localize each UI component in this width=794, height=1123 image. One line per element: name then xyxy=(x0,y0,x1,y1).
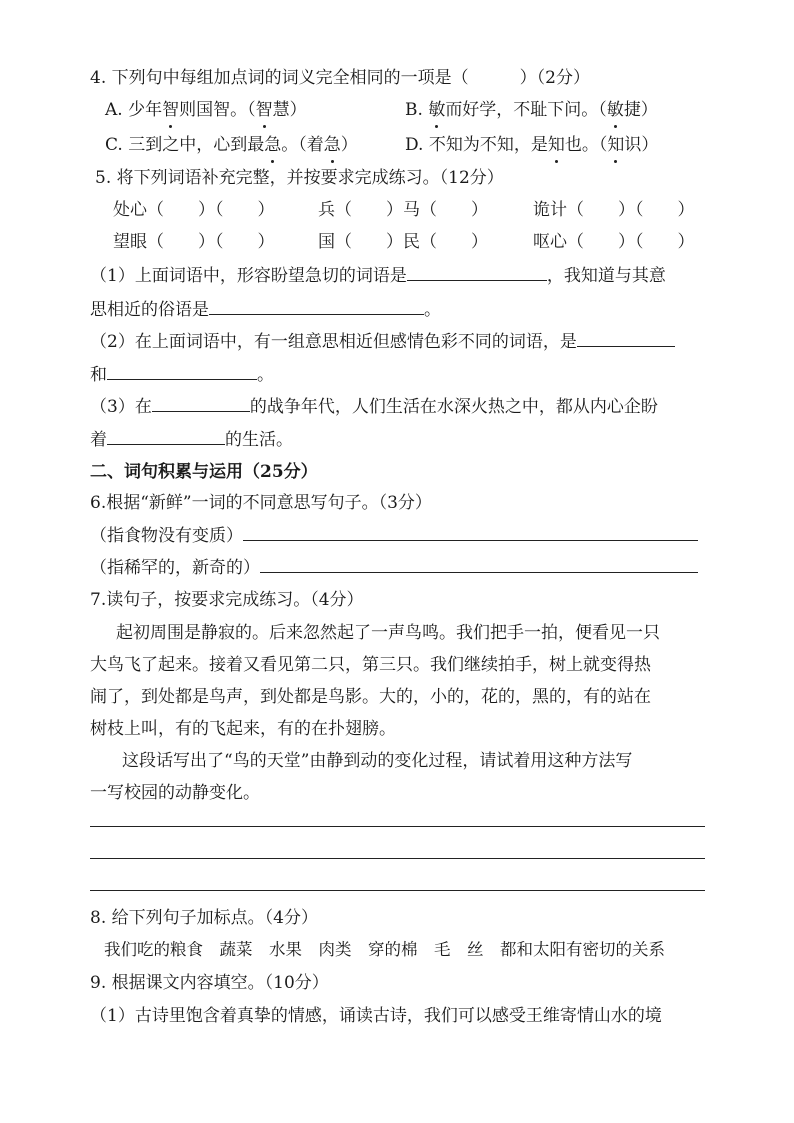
q4-option-c: C. 三到之中，心到最急。（着急） xyxy=(105,135,358,155)
q9-line-1: （1）古诗里饱含着真挚的情感，诵读古诗，我们可以感受王维寄情山水的境 xyxy=(90,1006,662,1026)
q5-sub3-line2: 着 的生活。 xyxy=(90,430,293,450)
answer-blank[interactable] xyxy=(152,395,250,412)
emphasis-dot-char: 知 xyxy=(547,135,565,155)
q5-sub1-line1: （1）上面词语中，形容盼望急切的词语是 ，我知道与其意 xyxy=(90,266,666,286)
q8-stem: 8. 给下列句子加标点。（4分） xyxy=(90,908,318,928)
answer-line[interactable] xyxy=(90,890,705,891)
emphasis-dot-char: 智 xyxy=(255,100,273,120)
q8-sentence: 我们吃的粮食 蔬菜 水果 肉类 穿的棉 毛 丝 都和太阳有密切的关系 xyxy=(104,940,665,959)
answer-blank[interactable] xyxy=(577,330,675,347)
q5-idiom-2-2: 国（ ）民（ ） xyxy=(318,232,488,252)
q7-passage-line: 闹了，到处都是鸟声，到处都是鸟影。大的，小的，花的，黑的，有的站在 xyxy=(90,687,651,707)
emphasis-dot-char: 急 xyxy=(323,135,341,155)
section-heading: 二、词句积累与运用（25分） xyxy=(90,462,318,482)
q5-idiom-2-3: 呕心（ ）（ ） xyxy=(533,232,695,252)
q9-stem: 9. 根据课文内容填空。（10分） xyxy=(90,973,329,993)
answer-blank[interactable] xyxy=(407,264,547,281)
answer-blank[interactable] xyxy=(107,363,257,380)
answer-line[interactable] xyxy=(90,858,705,859)
q7-passage-line: 大鸟飞了起来。接着又看见第二只，第三只。我们继续拍手，树上就变得热 xyxy=(90,655,651,675)
q4-option-b: B. 敏而好学，不耻下问。（敏捷） xyxy=(405,100,658,120)
q5-idiom-1-2: 兵（ ）马（ ） xyxy=(318,200,488,220)
answer-blank[interactable] xyxy=(243,524,698,541)
q5-sub2-line2: 和 。 xyxy=(90,365,274,385)
answer-blank[interactable] xyxy=(209,298,424,315)
emphasis-dot-char: 敏 xyxy=(606,100,624,120)
q7-stem: 7.读句子，按要求完成练习。（4分） xyxy=(90,590,364,610)
q4-stem: 4. 下列句中每组加点词的词义完全相同的一项是（ ）（2分） xyxy=(90,68,590,88)
q5-idiom-1-1: 处心（ ）（ ） xyxy=(113,200,275,220)
q6-line-2: （指稀罕的，新奇的） xyxy=(90,556,698,580)
q7-passage-line: 树枝上叫，有的飞起来，有的在扑翅膀。 xyxy=(90,719,396,739)
emphasis-dot-char: 急 xyxy=(264,135,282,155)
q5-idiom-1-3: 诡计（ ）（ ） xyxy=(533,200,695,220)
emphasis-dot-char: 智 xyxy=(162,100,180,120)
q5-stem: 5. 将下列词语补充完整，并按要求完成练习。（12分） xyxy=(95,168,504,188)
q6-stem: 6.根据“新鲜”一词的不同意思写句子。（3分） xyxy=(90,493,432,513)
q5-idiom-2-1: 望眼（ ）（ ） xyxy=(113,232,275,252)
q6-line-1: （指食物没有变质） xyxy=(90,524,698,548)
emphasis-dot-char: 知 xyxy=(607,135,625,155)
q5-sub3-line1: （3）在 的战争年代，人们生活在水深火热之中，都从内心企盼 xyxy=(90,397,658,417)
emphasis-dot-char: 敏 xyxy=(428,100,446,120)
q7-prompt-line: 一写校园的动静变化。 xyxy=(90,783,260,803)
answer-line[interactable] xyxy=(90,826,705,827)
q7-prompt-line: 这段话写出了“鸟的天堂”由静到动的变化过程，请试着用这种方法写 xyxy=(122,751,633,771)
q5-sub2-line1: （2）在上面词语中，有一组意思相近但感情色彩不同的词语，是 xyxy=(90,330,675,354)
q7-passage-line: 起初周围是静寂的。后来忽然起了一声鸟鸣。我们把手一拍，便看见一只 xyxy=(116,623,660,643)
q5-sub1-line2: 思相近的俗语是 。 xyxy=(90,300,441,320)
answer-blank[interactable] xyxy=(260,556,698,573)
q4-option-a: A. 少年智则国智。（智慧） xyxy=(105,100,307,120)
answer-blank[interactable] xyxy=(107,428,225,445)
q4-option-d: D. 不知为不知，是知也。（知识） xyxy=(405,135,659,155)
